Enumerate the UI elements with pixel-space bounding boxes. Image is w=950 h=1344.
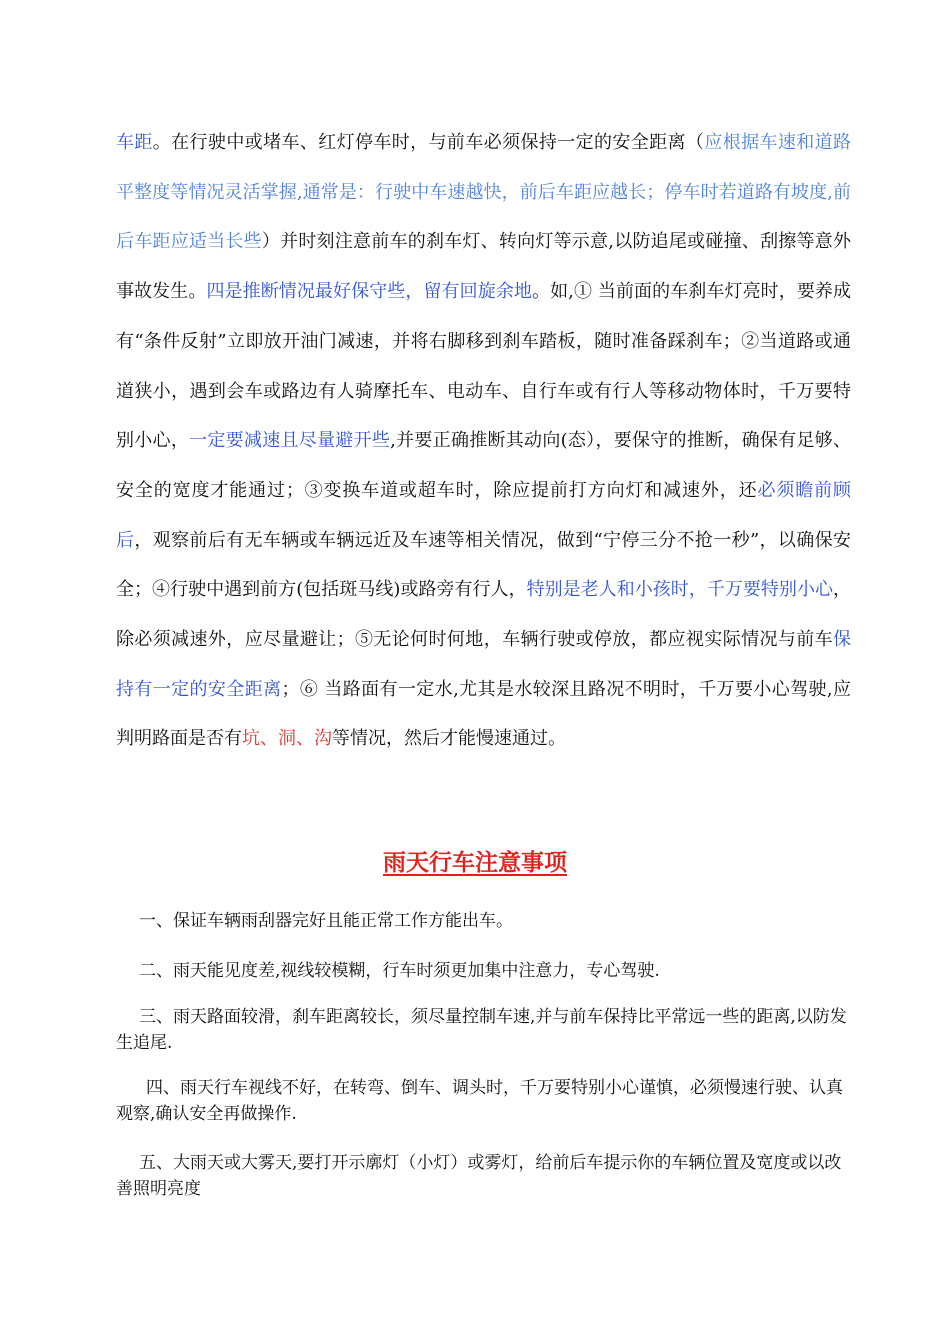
text-run: 。如,① 当前面的车刹车灯亮时，要养成有“条件反射”立即放开油门减速，并将右脚移到刹车踏板，随时准备踩刹车；②当道路或通道狭小，遇到会车或路边有人骑摩托车、电动车、自行车或有行人等移动物体时，千万要特别小心， bbox=[116, 281, 851, 452]
text-run: 四是推断情况最好保守些，留有回旋余地 bbox=[206, 281, 532, 303]
text-run: ；⑥ 当路面有一定水,尤其是水较深且路况不明时，千万要小心驾驶,应判明路面是否有 bbox=[116, 678, 851, 750]
text-run: ，观察前后有无车辆或车辆远近及车速等相关情况，做到“宁停三分不抢一秒”，以确保安全；④行驶中遇到前方(包括斑马线)或路旁有行人， bbox=[116, 529, 852, 601]
text-run: 特别是老人和小孩时，千万要特别小心 bbox=[526, 579, 834, 601]
list-item: 一、保证车辆雨刮器完好且能正常工作方能出车。 bbox=[139, 911, 513, 931]
text-run: 保持有一定的安全距离 bbox=[116, 629, 851, 700]
text-run: ,并要正确推断其动向(态），要保守的推断，确保有足够、安全的宽度才能通过；③变换车道或超车时，除应提前打方向灯和减速外，还 bbox=[116, 430, 852, 501]
text-run: 。在行驶中或堵车、红灯停车时，与前车必须保持一定的安全距离（ bbox=[152, 132, 705, 153]
list-item: 二、雨天能见度差,视线较模糊，行车时须更加集中注意力，专心驾驶. bbox=[139, 961, 660, 981]
list-item: 五、大雨天或大雾天,要打开示廓灯（小灯）或雾灯，给前后车提示你的车辆位置及宽度或以改善照明亮度 bbox=[116, 1153, 842, 1199]
driving-safety-paragraph bbox=[116, 118, 851, 764]
list-item: 四、雨天行车视线不好，在转弯、倒车、调头时，千万要特别小心谨慎，必须慢速行驶、认真观察,确认安全再做操作. bbox=[116, 1078, 843, 1124]
text-run: 车距 bbox=[116, 132, 153, 153]
text-run: 一定要减速且尽量避开些 bbox=[189, 430, 391, 452]
text-run: 等情况，然后才能慢速通过。 bbox=[332, 728, 566, 750]
section-heading: 雨天行车注意事项 bbox=[383, 850, 567, 876]
text-run: 应根据车速和道路平整度等情况灵活掌握,通常是：行驶中车速越快，前后车距应越长；停车时若道路有坡度,前后车距应适当长些 bbox=[116, 132, 852, 253]
list-item: 三、雨天路面较滑，刹车距离较长，须尽量控制车速,并与前车保持比平常远一些的距离,以防发生追尾. bbox=[116, 1007, 847, 1053]
text-run: ，除必须减速外，应尽量避让；⑤无论何时何地，车辆行驶或停放，都应视实际情况与前车 bbox=[116, 579, 852, 651]
text-run: ）并时刻注意前车的刹车灯、转向灯等示意,以防追尾或碰撞、刮擦等意外事故发生。 bbox=[116, 231, 852, 303]
text-run: 坑、洞、沟 bbox=[242, 728, 332, 750]
text-run: 必须瞻前顾后 bbox=[116, 479, 852, 551]
